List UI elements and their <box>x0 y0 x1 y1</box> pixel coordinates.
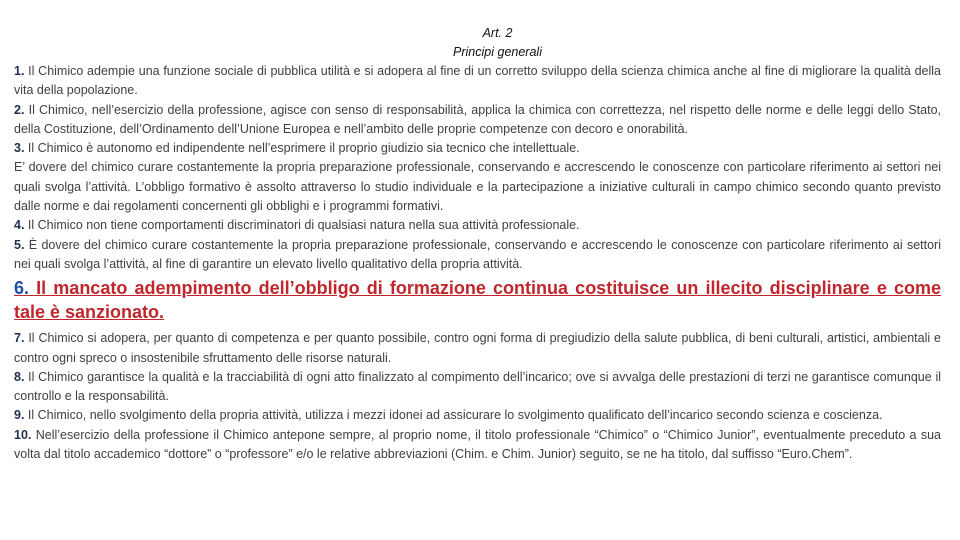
document-page <box>14 24 941 464</box>
paragraph-1: 1. Il Chimico adempie una funzione sociale di pubblica utilità e si adopera al fine di un corretto sviluppo della scienza chimica anche al fine di migliorare la qualità della vita della popolazione. <box>14 64 941 98</box>
article-title: Art. 2 <box>482 26 513 40</box>
paragraph-2: 2. Il Chimico, nell’esercizio della professione, agisce con senso di responsabilità, applica la chimica con correttezza, nel rispetto delle norme e delle leggi dello Stato, della Costituzione, dell’Ordinamento dell’Unione Europea e nell’ambito delle proprie competenze con decoro e onorabilità. <box>14 102 941 136</box>
paragraphs-bottom <box>14 329 941 464</box>
paragraph-8: 8. Il Chimico garantisce la qualità e la tracciabilità di ogni atto finalizzato al compimento dell’incarico; ove si avvalga delle prestazioni di terzi ne garantisce comunque il controllo e la responsabilità. <box>14 369 941 404</box>
paragraph-5: 5. È dovere del chimico curare costantemente la propria preparazione professionale, conservando e accrescendo le conoscenze con particolare riferimento ai settori nei quali svolga l’attività, al fine di garantire un elevato livello qualitativo della propria attività. <box>14 237 941 271</box>
paragraph-10: 10. Nell’esercizio della professione il Chimico antepone sempre, al proprio nome, il titolo professionale “Chimico” o “Chimico Junior”, eventualmente preceduto a sua volta dal titolo accademico “dottore” o “professore” e/o le relative abbreviazioni (Chim. e Chim. Junior) seguito, se ne ha titolo, dal suffisso “Euro.Chem”. <box>14 427 941 462</box>
paragraph-3-continued: E’ dovere del chimico curare costantemente la propria preparazione professionale, conservando e accrescendo le conoscenze con particolare riferimento ai settori nei quali svolga l’attività. L’obbligo formativo è assolto attraverso lo studio individuale e la partecipazione a iniziative culturali in campo chimico secondo quanto previsto dalle norme e dai regolamenti concernenti gli obblighi e i programmi formativi. <box>14 160 941 214</box>
paragraphs-top <box>14 62 941 274</box>
paragraph-7: 7. Il Chimico si adopera, per quanto di competenza e per quanto possibile, contro ogni forma di pregiudizio della salute pubblica, di beni culturali, artistici, ambientali e contro ogni spreco o insostenibile sfruttamento delle risorse naturali. <box>14 331 941 365</box>
paragraph-4: 4. Il Chimico non tiene comportamenti discriminatori di qualsiasi natura nella sua attività professionale. <box>14 218 580 233</box>
highlighted-paragraph-6: 6. Il mancato adempimento dell’obbligo di formazione continua costituisce un illecito disciplinare e come tale è sanzionato. <box>14 278 941 323</box>
article-subtitle: Principi generali <box>453 45 542 59</box>
paragraph-3: 3. Il Chimico è autonomo ed indipendente nell’esprimere il proprio giudizio sia tecnico che intellettuale. <box>14 141 580 156</box>
paragraph-9: 9. Il Chimico, nello svolgimento della propria attività, utilizza i mezzi idonei ad assicurare lo svolgimento qualificato dell’incarico secondo scienza e coscienza. <box>14 408 883 423</box>
